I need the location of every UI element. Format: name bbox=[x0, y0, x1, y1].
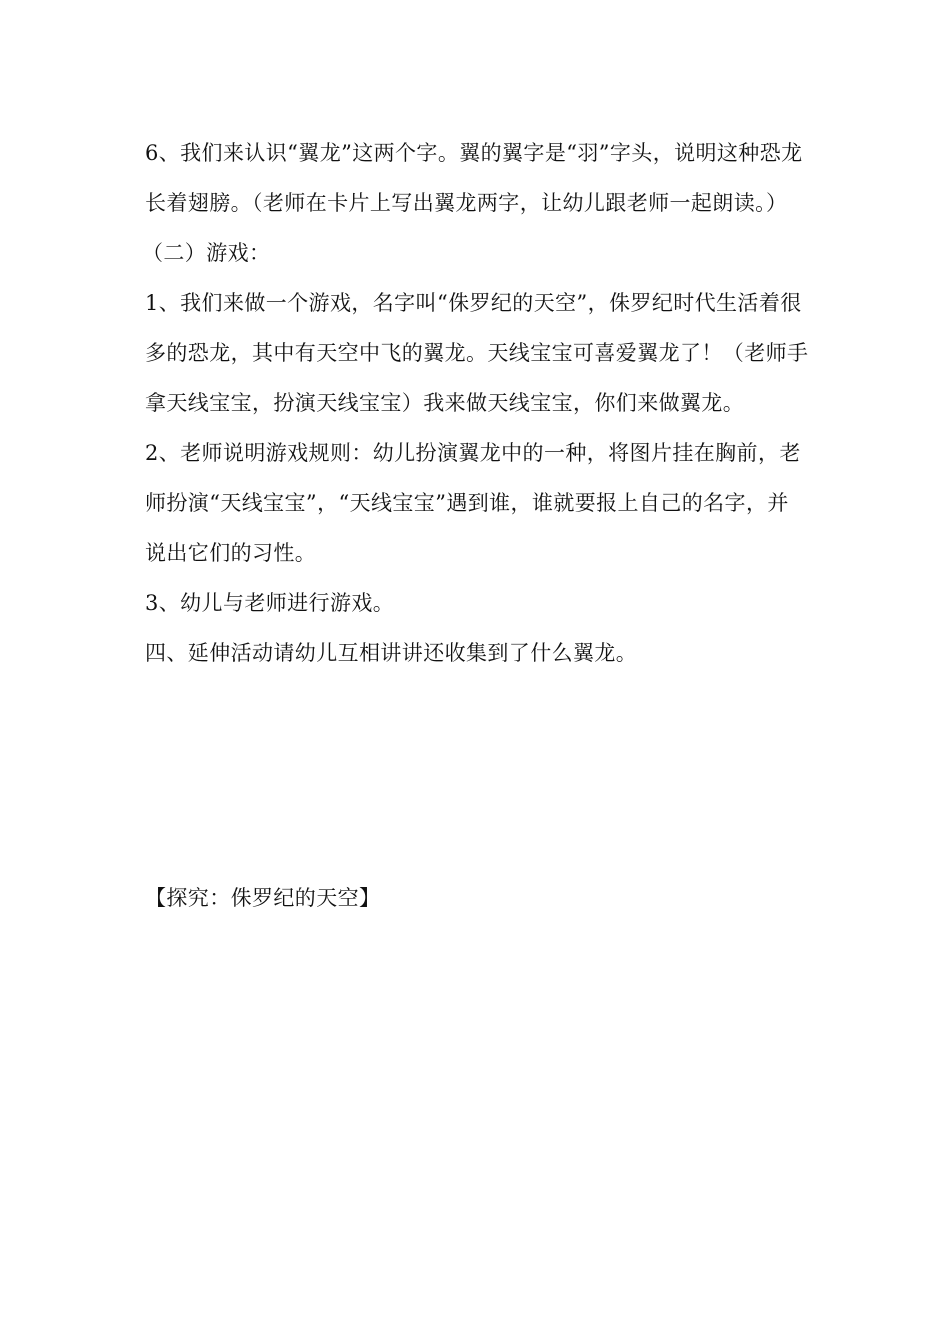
paragraph-game-heading: （二）游戏： bbox=[142, 241, 271, 265]
paragraph-game-step-2: 2、老师说明游戏规则：幼儿扮演翼龙中的一种，将图片挂在胸前，老师扮演“天线宝宝”，“天线宝宝”遇到谁，谁就要报上自己的名字，并说出它们的习性。 bbox=[145, 441, 801, 565]
paragraph-step-6: 6、我们来认识“翼龙”这两个字。翼的翼字是“羽”字头，说明这种恐龙长着翅膀。（老师在卡片上写出翼龙两字，让幼儿跟老师一起朗读。） bbox=[145, 141, 803, 215]
paragraph-game-step-3: 3、幼儿与老师进行游戏。 bbox=[145, 591, 395, 615]
document-body bbox=[142, 128, 810, 678]
paragraph-game-step-1: 1、我们来做一个游戏，名字叫“侏罗纪的天空”，侏罗纪时代生活着很多的恐龙，其中有天空中飞的翼龙。天线宝宝可喜爱翼龙了！（老师手拿天线宝宝，扮演天线宝宝）我来做天线宝宝，你们来做翼龙。 bbox=[145, 291, 809, 415]
paragraph-extension-activity: 四、延伸活动请幼儿互相讲讲还收集到了什么翼龙。 bbox=[145, 641, 638, 665]
section-heading: 【探究：侏罗纪的天空】 bbox=[145, 886, 381, 910]
